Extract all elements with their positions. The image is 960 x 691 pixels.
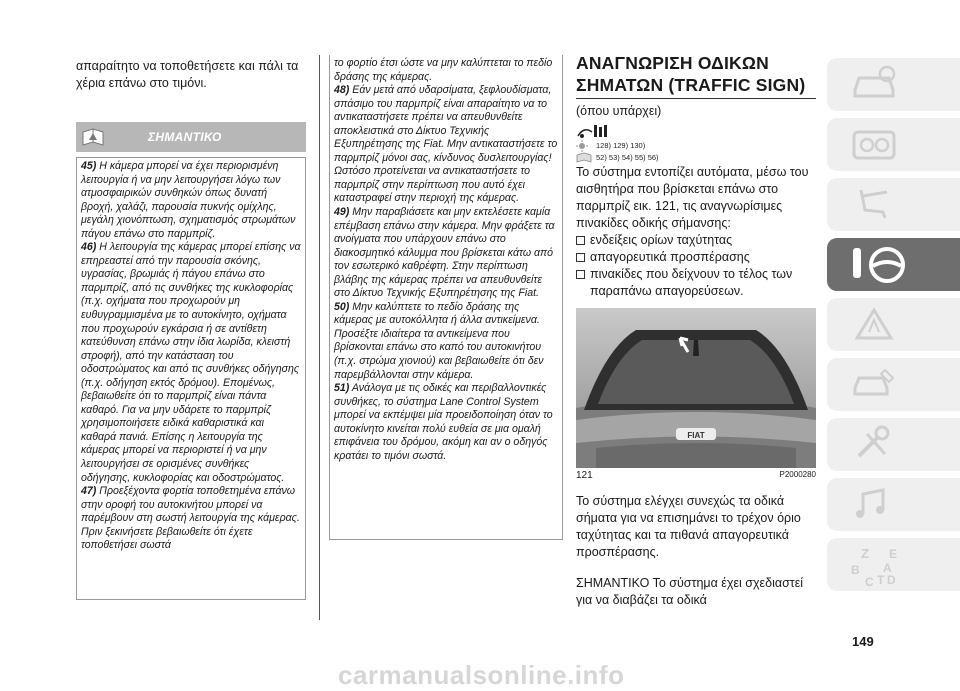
title-underline (576, 98, 816, 99)
list-item-text: πινακίδες που δείχνουν το τέλος των παραπάνω απαγορεύσεων. (590, 267, 793, 298)
chapter-tab-index[interactable] (827, 538, 960, 591)
column-divider (319, 55, 320, 620)
chapter-tab-emergency[interactable] (827, 298, 960, 351)
chapter-tab-vehicle[interactable] (827, 58, 960, 111)
section-title-line1: ΑΝΑΓΝΩΡΙΣΗ ΟΔΙΚΩΝ (576, 53, 769, 73)
section-title-line2: ΣΗΜΑΤΩΝ (TRAFFIC SIGN) (576, 75, 806, 95)
photo-logo: FIAT (687, 431, 705, 440)
index-letter: Z (861, 546, 869, 561)
note-box-left (76, 157, 306, 600)
chapter-tab-starting-driving[interactable] (827, 238, 960, 291)
index-letter: C (865, 575, 874, 588)
note-text: Εάν μετά από υδαρσίματα, ξεφλουδίσματα, σπάσιμο του παρμπρίζ είναι απαραίτητο να το αντικαταστήσετε πρέπει να απευθυνθείτε αποκλειστικά στο Δίκτυο Τεχνικής Εξυπηρέτησης της Fiat. Μην αντικαταστήσετε το παρμπρίζ μόνοι σας, κίνδυνος δυσλειτουργίας! Ωστόσο προτείνεται να αντικαταστήσετε το παρμπρίζ στην περίπτωση που αυτό έχει καταστραφεί στην περιοχή της κάμερας. (334, 84, 558, 205)
note-text: Μην παραβιάσετε και μην εκτελέσετε καμία επέμβαση επάνω στην κάμερα. Μην φράξετε τα ανοίγματα που υπάρχουν επάνω στο διακοσμητικό κάλυμμα που βρίσκεται κάτω από τον εσωτερικό καθρέφτη. Στην περίπτωση βλάβης της κάμερας πρέπει να απευθυνθείτε στο Δίκτυο Τεχνικής Εξυπηρέτησης της Fiat. (334, 206, 555, 300)
multimedia-icon (849, 484, 899, 524)
list-item (576, 266, 816, 300)
column-left (76, 58, 306, 600)
note-number: 51) (334, 382, 350, 395)
note-number: 46) (81, 241, 97, 254)
note-paragraph (334, 206, 558, 301)
checkbox-bullet-icon (576, 270, 585, 279)
note-text: Προεξέχοντα φορτία τοποθετημένα επάνω στην οροφή του αυτοκινήτου μπορεί να παρέμβουν στη σωστή λειτουργία της κάμερας. Πριν ξεκινήσετε βεβαιωθείτε ότι έχετε τοποθετήσει σωστά (81, 485, 300, 552)
list-item (576, 232, 816, 249)
car-front-illustration (576, 308, 816, 468)
car-windshield-photo (576, 308, 816, 468)
traffic-sign-symbol-row (576, 122, 816, 140)
note-number: 50) (334, 300, 350, 313)
note-title: ΣΗΜΑΝΤΙΚΟ (148, 130, 222, 144)
checkbox-bullet-icon (576, 253, 585, 262)
figure-number: 121 (576, 470, 593, 481)
note-number: 45) (81, 160, 97, 172)
chapter-tab-technical-data[interactable] (827, 418, 960, 471)
photo-caption (576, 470, 816, 481)
note-text: Μην καλύπτετε το πεδίο δράσης της κάμερας με αυτοκόλλητα ή άλλα αντικείμενα. Προσέξτε ιδιαίτερα τα αντικείμενα που βρίσκονται επάνω στο καπό του αυτοκινήτου (π.χ. στρώμα χιονιού) και βεβαιωθείτε ότι δεν παρεμβάλλονται στην κάμερα. (334, 300, 544, 381)
car-info-icon (849, 64, 899, 104)
intro-text: απαραίτητο να τοποθετήσετε και πάλι τα χέρια επάνω στο τιμόνι. (76, 59, 299, 90)
note-paragraph (334, 84, 558, 206)
reference-row-warnings (576, 140, 816, 152)
book-warning-icon (80, 125, 106, 149)
dashboard-icon (849, 124, 899, 164)
note-paragraph (81, 485, 301, 553)
index-letter: B (851, 563, 860, 577)
list-item-text: ενδείξεις ορίων ταχύτητας (590, 233, 733, 247)
index-letter: T (877, 573, 885, 587)
hazard-sun-icon (576, 140, 592, 152)
chapter-tab-maintenance[interactable] (827, 358, 960, 411)
book-note-icon (576, 152, 592, 164)
watermark: carmanualsonline.info (338, 660, 625, 690)
availability-note: (όπου υπάρχει) (576, 104, 662, 118)
reference-numbers: 52) 53) 54) 55) 56) (596, 153, 659, 162)
body-paragraph: Το σύστημα εντοπίζει αυτόματα, μέσω του αισθητήρα που βρίσκεται επάνω στο παρμπρίζ εικ. 121, τις αναγνωρίσιμες πινακίδες οδικής σήμανσης: (576, 165, 809, 230)
chapter-tab-instruments[interactable] (827, 118, 960, 171)
page-number: 149 (852, 634, 874, 649)
maintenance-car-icon (849, 364, 899, 404)
note-text: Η κάμερα μπορεί να έχει περιορισμένη λειτουργία ή να μην λειτουργήσει λόγω των ατμοσφαιρικών συνθηκών όπως δυνατή βροχή, χαλάζι, παρουσία πυκνής ομίχλης, μεγάλη χιονόπτωση, σχηματισμός στρωμάτων πάγου επάνω στο παρμπρίζ. (81, 160, 296, 240)
note-paragraph (334, 301, 558, 382)
note-box-middle (329, 55, 563, 540)
key-steering-wheel-icon (849, 244, 909, 286)
body-paragraph: Το σύστημα ελέγχει συνεχώς τα οδικά σήματα για να επισημάνει το τρέχον όριο ταχύτητας και τα πιθανά απαγορευτικά προσπέρασης. (576, 494, 801, 559)
list-item-text: απαγορευτικά προσπέρασης (590, 250, 750, 264)
note-paragraph (81, 160, 301, 241)
note-number: 47) (81, 485, 97, 498)
reference-numbers: 128) 129) 130) (596, 141, 646, 150)
chapter-tab-safety[interactable] (827, 178, 960, 231)
index-letter: E (889, 547, 898, 561)
note-lead-text: το φορτίο έτσι ώστε να μην καλύπτεται το πεδίο δράσης της κάμερας. (334, 57, 553, 83)
index-letters-icon (849, 544, 909, 588)
seat-safety-icon (849, 184, 899, 224)
note-number: 49) (334, 206, 350, 219)
index-letter: D (887, 573, 896, 587)
traffic-sign-camera-icon (576, 122, 610, 140)
note-text: Η λειτουργία της κάμερας μπορεί επίσης να επηρεαστεί από την παρουσία σκόνης, υγρασίας, βρωμιάς ή πάγου επάνω στο παρμπρίζ, από τις συνθήκες της κυκλοφορίας (π.χ. οχήματα που προχωρούν μη ευθυγραμμισμένα με το αυτοκίνητο, οχήματα που προχωρούν εγκάρσια ή σε αντίθετη κατεύθυνση επάνω στην ίδια λωρίδα, κλειστή στροφή), από την κατάσταση του οδοστρώματος και από τις συνθήκες οδήγησης (π.χ. οδήγηση εκτός δρόμου). Επομένως, βεβαιωθείτε ότι το παρμπρίζ είναι πάντα καθαρό. Για να μην υδάρετε το παρμπρίζ χρησιμοποιήσετε ειδικά καθαριστικά και καθαρά πανιά. Επίσης η λειτουργία της κάμερας μπορεί να περιοριστεί ή να μην λειτουργήσει σε ορισμένες συνθήκες οδήγησης, κυκλοφορίας και οδοστρώματος. (81, 241, 301, 484)
column-right (576, 52, 816, 609)
body-paragraph: ΣΗΜΑΝΤΙΚΟ Το σύστημα έχει σχεδιαστεί για να διαβάζει τα οδικά (576, 576, 804, 607)
reference-row-notes (576, 152, 816, 164)
checkbox-bullet-icon (576, 236, 585, 245)
chapter-tab-strip (827, 58, 960, 598)
figure-code: P2000280 (779, 470, 816, 479)
chapter-tab-multimedia[interactable] (827, 478, 960, 531)
tools-icon (849, 424, 899, 464)
note-paragraph (334, 382, 558, 463)
note-header-bar (76, 122, 306, 152)
list-item (576, 249, 816, 266)
note-number: 48) (334, 84, 350, 97)
note-text: Ανάλογα με τις οδικές και περιβαλλοντικές συνθήκες, το σύστημα Lane Control System μπορεί να εκπέμψει μία προειδοποίηση όταν το αυτοκίνητο κινείται πολύ ευθεία σε μια ομαλή επιφάνεια του δρόμου, ακόμη και αν ο οδηγός κρατάει το τιμόνι σωστά. (334, 382, 553, 462)
note-paragraph (81, 241, 301, 485)
index-letter: A (883, 561, 892, 575)
warning-triangle-icon (849, 304, 899, 344)
